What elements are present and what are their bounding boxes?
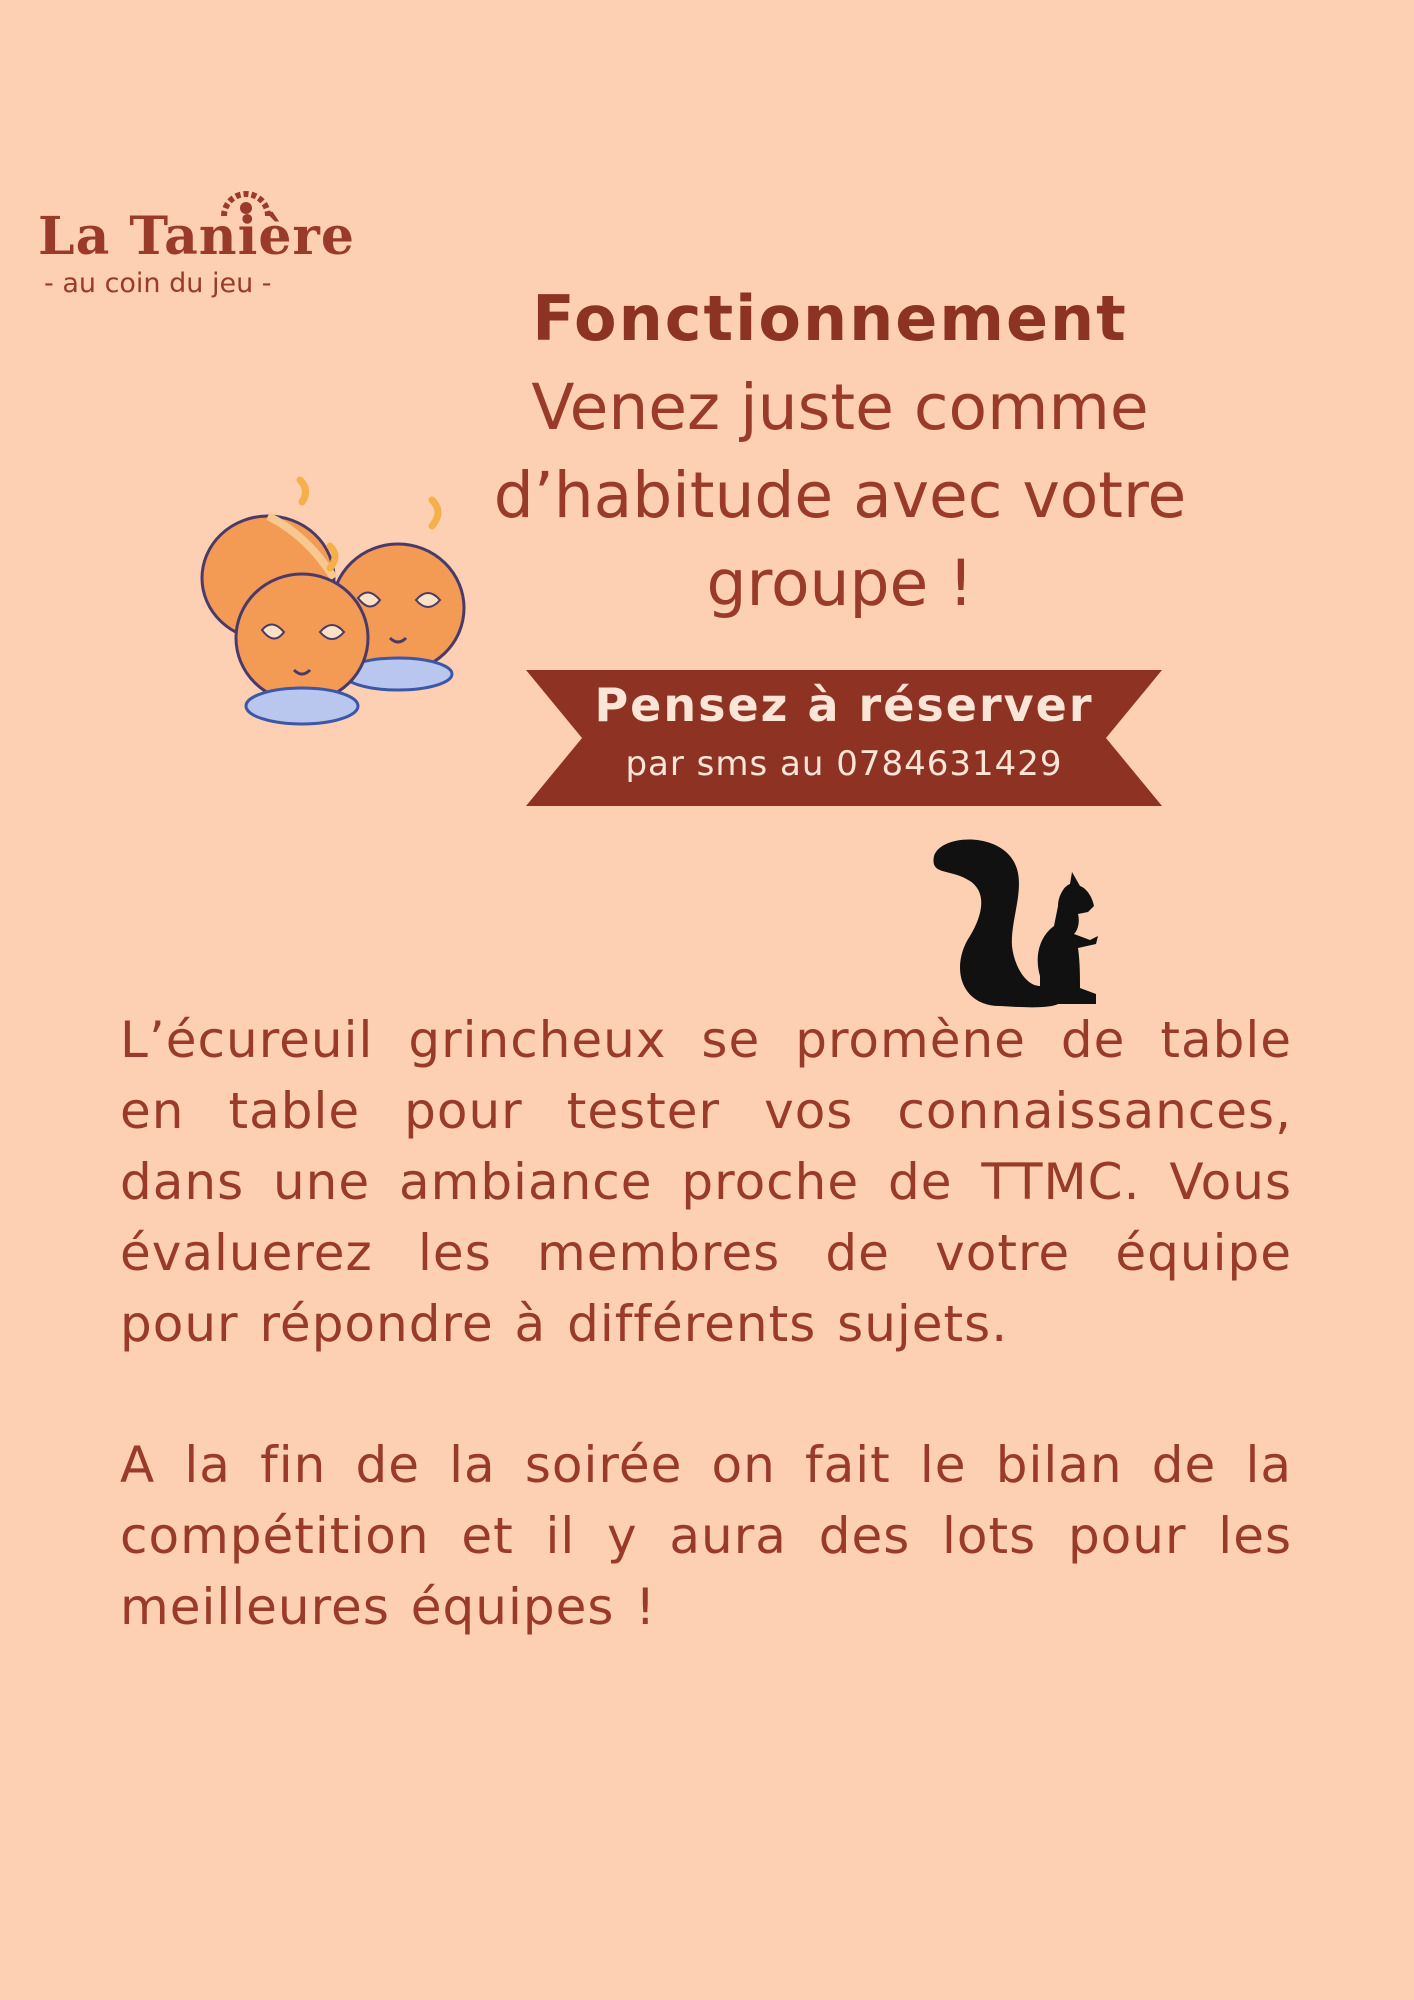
logo [38,178,358,308]
banner-phone-text: par sms au 0784631429 [625,744,1063,784]
logo-subtitle: - au coin du jeu - [44,268,272,299]
reservation-banner [526,670,1162,806]
paragraph-game-description: L’écureuil grincheux se promène de table en table pour tester vos connaissances, dans une ambiance proche de TTMC. Vous évaluerez les membres de votre équipe pour répondre à différents sujets. [120,1011,1292,1353]
paragraph-prizes: A la fin de la soirée on fait le bilan de la compétition et il y aura des lots pour les meilleures équipes ! [120,1436,1292,1636]
flame-mascots-illustration [190,470,470,740]
banner-title: Pensez à réserver [594,678,1094,732]
page-title: Fonctionnement [532,282,1128,355]
intro-text: Venez juste comme d’habitude avec votre groupe ! [493,371,1187,620]
logo-title: La Tanière [38,206,355,267]
squirrel-icon [930,836,1120,1016]
